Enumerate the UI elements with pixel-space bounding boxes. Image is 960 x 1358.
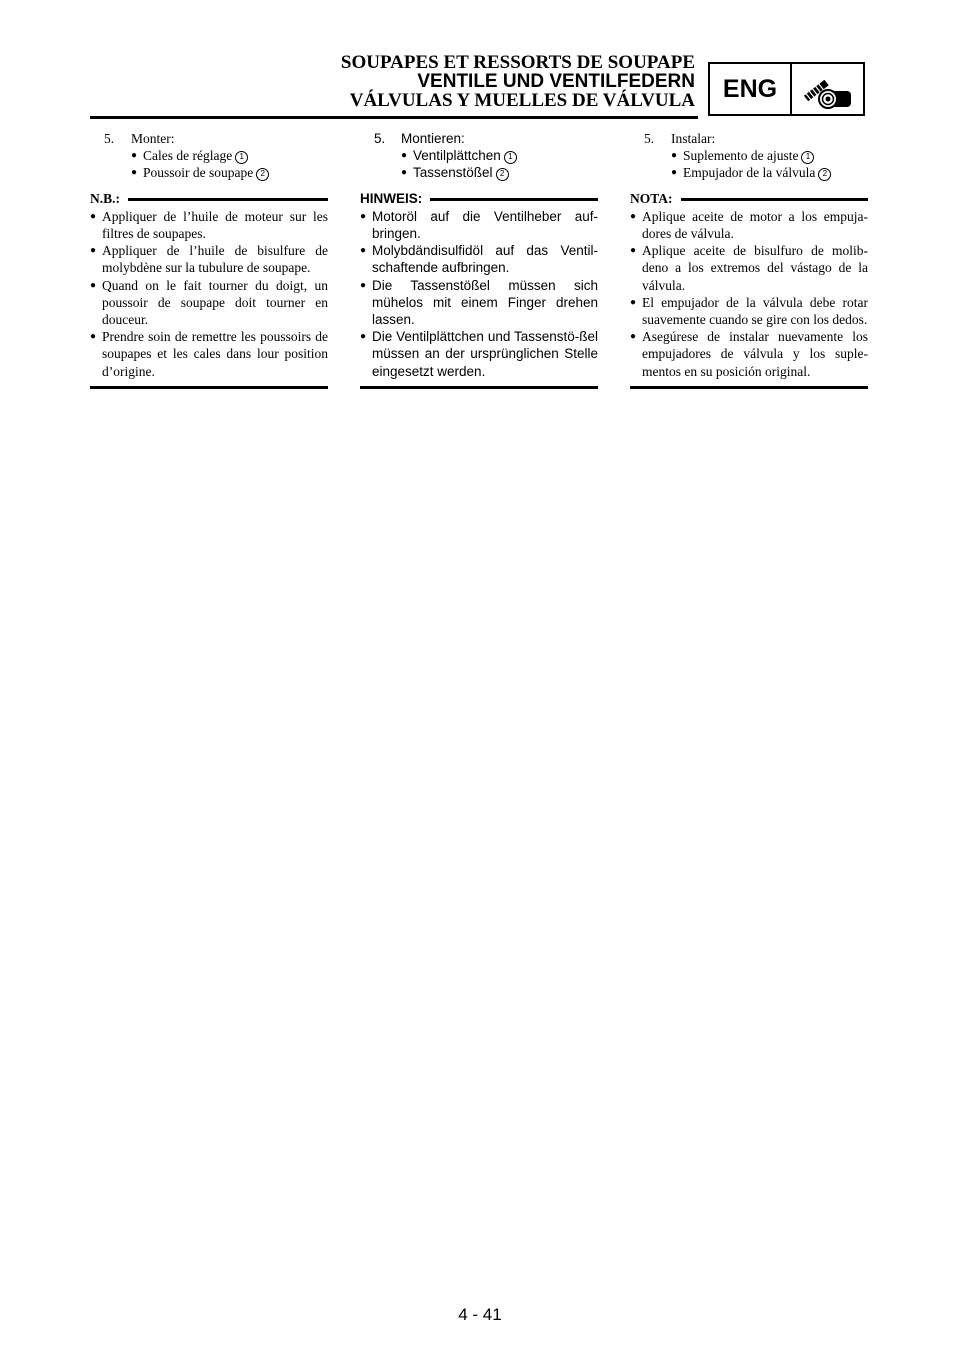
part-label: Ventilplättchen: [413, 148, 501, 164]
note-item: [90, 242, 328, 276]
step-install: [360, 130, 598, 147]
note-text: Appliquer de l’huile de bisulfure de molybdène sur la tubulure de soupape.: [102, 243, 328, 276]
part-item: [90, 147, 328, 164]
note-text: Molybdändisulfidöl auf das Ventil-schaftende aufbringen.: [372, 243, 598, 276]
part-item: [360, 164, 598, 181]
note-end-rule: [360, 386, 598, 389]
callout-marker: 1: [235, 151, 248, 164]
note-end-rule: [90, 386, 328, 389]
bullet-icon: ●: [131, 150, 138, 162]
note-item: [630, 208, 868, 242]
bullet-icon: ●: [671, 150, 678, 162]
header-rule: [90, 116, 698, 119]
note-rule: [128, 198, 328, 201]
bullet-icon: ●: [131, 167, 138, 179]
note-text: Aplique aceite de motor a los empuja-dores de válvula.: [642, 208, 868, 242]
note-text: Appliquer de l’huile de moteur sur les filtres de soupapes.: [102, 208, 328, 242]
step-install: [90, 130, 328, 147]
header-title-spanish: VÁLVULAS Y MUELLES DE VÁLVULA: [349, 90, 695, 111]
note-label: N.B.:: [90, 190, 120, 206]
note-text: Die Ventilplättchen und Tassenstö-ßel müssen an der ursprünglichen Stelle eingesetzt werden.: [372, 329, 598, 379]
step-number: 5.: [104, 131, 115, 146]
bullet-icon: ●: [630, 296, 637, 308]
column-french: [90, 130, 328, 389]
part-item: [630, 164, 868, 181]
note-item: [630, 294, 868, 328]
header-title-german: VENTILE UND VENTILFEDERN: [417, 71, 695, 92]
note-text: Prendre soin de remettre les poussoirs de soupapes et les cales dans lour position d’origine.: [102, 329, 328, 379]
bullet-icon: ●: [90, 331, 97, 343]
bullet-icon: ●: [90, 279, 97, 291]
bullet-icon: ●: [630, 210, 637, 222]
note-rule: [430, 198, 598, 201]
note-label: HINWEIS:: [360, 190, 423, 206]
note-header: [360, 190, 598, 207]
part-label: Cales de réglage: [143, 148, 233, 164]
bullet-icon: ●: [630, 331, 637, 343]
callout-marker: 1: [801, 151, 814, 164]
step-number: 5.: [374, 131, 386, 146]
bullet-icon: ●: [360, 245, 367, 257]
bullet-icon: ●: [401, 150, 408, 162]
callout-marker: 2: [256, 168, 269, 181]
note-item: [90, 328, 328, 380]
page-number: 4 - 41: [458, 1305, 502, 1324]
note-text: Die Tassenstößel müssen sich mühelos mit einem Finger drehen lassen.: [372, 277, 598, 328]
part-item: [90, 164, 328, 181]
step-label: Montieren:: [401, 131, 465, 146]
note-header: [90, 190, 328, 207]
bullet-icon: ●: [360, 210, 367, 222]
part-item: [360, 147, 598, 164]
bullet-icon: ●: [90, 245, 97, 257]
part-label: Poussoir de soupape: [143, 165, 254, 181]
part-item: [630, 147, 868, 164]
note-item: [90, 277, 328, 329]
header-title-french: SOUPAPES ET RESSORTS DE SOUPAPE: [340, 52, 695, 73]
note-item: [630, 242, 868, 294]
column-spanish: [630, 130, 868, 389]
callout-marker: 1: [504, 151, 517, 164]
callout-marker: 2: [496, 168, 509, 181]
bullet-icon: ●: [671, 167, 678, 179]
note-text: Asegúrese de instalar nuevamente los empujadores de válvula y los suple-mentos en su posición original.: [642, 329, 868, 379]
bullet-icon: ●: [401, 167, 408, 179]
note-item: [90, 208, 328, 242]
step-install: [630, 130, 868, 147]
note-text: Aplique aceite de bisulfuro de molib-deno a los extremos del vástago de la válvula.: [642, 243, 868, 293]
note-item: [360, 208, 598, 242]
note-item: [360, 242, 598, 276]
note-text: El empujador de la válvula debe rotar suavemente cuando se gire con los dedos.: [642, 294, 868, 328]
note-text: Quand on le fait tourner du doigt, un poussoir de soupape doit tourner en douceur.: [102, 277, 328, 328]
callout-marker: 2: [818, 168, 831, 181]
column-german: [360, 130, 598, 389]
note-item: [360, 277, 598, 329]
engine-valve-icon: [792, 64, 863, 114]
section-badge-label: ENG: [710, 64, 792, 114]
bullet-icon: ●: [360, 331, 367, 343]
step-label: Instalar:: [671, 131, 716, 146]
note-rule: [681, 198, 869, 201]
step-label: Monter:: [131, 131, 175, 146]
note-text: Motoröl auf die Ventilheber auf-bringen.: [372, 208, 598, 242]
bullet-icon: ●: [630, 245, 637, 257]
section-badge: [708, 62, 865, 116]
part-label: Tassenstößel: [413, 165, 493, 181]
note-header: [630, 190, 868, 207]
bullet-icon: ●: [360, 279, 367, 291]
note-end-rule: [630, 386, 868, 389]
part-label: Empujador de la válvula: [683, 165, 816, 181]
note-label: NOTA:: [630, 190, 673, 206]
bullet-icon: ●: [90, 210, 97, 222]
note-item: [360, 328, 598, 380]
part-label: Suplemento de ajuste: [683, 148, 799, 164]
note-item: [630, 328, 868, 380]
step-number: 5.: [644, 131, 655, 146]
